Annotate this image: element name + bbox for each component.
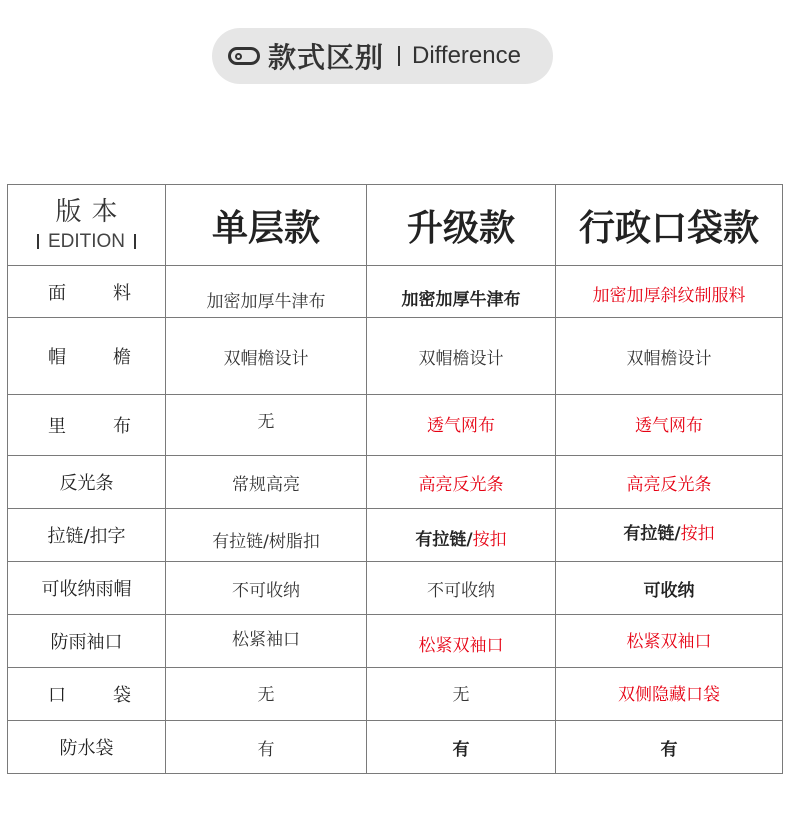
table-cell bbox=[367, 456, 556, 509]
table-row bbox=[8, 721, 783, 774]
table-cell bbox=[556, 456, 783, 509]
cell-value: 透气网布 bbox=[427, 415, 495, 436]
table-row bbox=[8, 266, 783, 318]
table-header-row bbox=[8, 185, 783, 266]
edition-header-cell bbox=[8, 185, 166, 266]
table-cell bbox=[556, 318, 783, 395]
table-cell bbox=[166, 615, 367, 668]
row-label: 拉链/扣字 bbox=[47, 526, 126, 547]
row-label-char: 料 bbox=[113, 282, 131, 304]
banner-title-en: Difference bbox=[412, 42, 521, 69]
table-cell bbox=[367, 668, 556, 721]
cell-value: 有拉链/ bbox=[415, 529, 473, 550]
row-label: 可收纳雨帽 bbox=[41, 579, 132, 600]
row-label-cell bbox=[8, 615, 166, 668]
cell-value: 有拉链/ bbox=[623, 523, 681, 544]
cell-value: 松紧袖口 bbox=[232, 629, 300, 650]
row-label-char: 帽 bbox=[48, 347, 66, 368]
cell-value: 加密加厚牛津布 bbox=[206, 292, 326, 312]
cell-value: 双侧隐藏口袋 bbox=[618, 684, 720, 705]
cell-value: 常规高亮 bbox=[232, 474, 300, 495]
banner-divider bbox=[398, 46, 400, 66]
cell-value: 松紧双袖口 bbox=[626, 631, 712, 652]
row-label: 防水袋 bbox=[59, 738, 114, 759]
row-label-cell bbox=[8, 318, 166, 395]
table-row bbox=[8, 562, 783, 615]
table-cell bbox=[166, 395, 367, 456]
table-row bbox=[8, 668, 783, 721]
row-label bbox=[8, 412, 165, 438]
table-cell bbox=[367, 509, 556, 562]
edition-label-cn: 版本 bbox=[55, 197, 128, 227]
table-cell bbox=[166, 456, 367, 509]
table-cell bbox=[556, 266, 783, 318]
table-cell bbox=[166, 562, 367, 615]
table-cell bbox=[166, 509, 367, 562]
table-row bbox=[8, 456, 783, 509]
edition-bar-right bbox=[134, 234, 136, 249]
banner-title-cn: 款式区别 bbox=[268, 41, 385, 74]
cell-value: 不可收纳 bbox=[232, 580, 300, 601]
comparison-table bbox=[7, 184, 783, 774]
table-row bbox=[8, 509, 783, 562]
cell-value: 加密加厚牛津布 bbox=[401, 290, 521, 310]
table-cell bbox=[166, 318, 367, 395]
cell-value: 高亮反光条 bbox=[418, 474, 504, 495]
row-label-cell bbox=[8, 509, 166, 562]
row-label-char: 口 bbox=[48, 685, 66, 706]
row-label bbox=[8, 681, 165, 707]
table-cell bbox=[367, 721, 556, 774]
cell-value: 松紧双袖口 bbox=[418, 635, 504, 656]
cell-value: 有拉链/树脂扣 bbox=[212, 531, 320, 552]
row-label: 防雨袖口 bbox=[50, 632, 123, 653]
table-row bbox=[8, 615, 783, 668]
cell-value: 有 bbox=[660, 739, 678, 760]
table-cell bbox=[367, 318, 556, 395]
cell-value: 双帽檐设计 bbox=[626, 348, 712, 369]
table-cell bbox=[367, 266, 556, 318]
cell-value: 双帽檐设计 bbox=[223, 348, 309, 369]
table-cell bbox=[166, 266, 367, 318]
table-cell bbox=[556, 509, 783, 562]
row-label-char: 面 bbox=[48, 282, 66, 304]
cell-value: 无 bbox=[452, 684, 470, 705]
table-cell bbox=[556, 721, 783, 774]
row-label-char: 檐 bbox=[113, 347, 131, 368]
row-label bbox=[8, 279, 165, 305]
cell-value-highlight: 按扣 bbox=[680, 523, 715, 544]
table-cell bbox=[556, 562, 783, 615]
row-label bbox=[8, 343, 165, 369]
row-label-cell bbox=[8, 456, 166, 509]
column-header-single: 单层款 bbox=[166, 185, 367, 266]
row-label-cell bbox=[8, 266, 166, 318]
cell-value: 不可收纳 bbox=[427, 580, 495, 601]
row-label: 反光条 bbox=[59, 473, 114, 494]
cell-value: 双帽檐设计 bbox=[418, 348, 504, 369]
row-label-cell bbox=[8, 668, 166, 721]
row-label-cell bbox=[8, 721, 166, 774]
table-cell bbox=[556, 615, 783, 668]
table-cell bbox=[166, 668, 367, 721]
table-cell bbox=[166, 721, 367, 774]
table-cell bbox=[556, 668, 783, 721]
cell-value: 高亮反光条 bbox=[626, 474, 712, 495]
cell-value: 有 bbox=[257, 739, 275, 760]
row-label-cell bbox=[8, 395, 166, 456]
table-row bbox=[8, 318, 783, 395]
edition-bar-left bbox=[37, 234, 39, 249]
section-title-banner bbox=[212, 28, 553, 84]
row-label-char: 布 bbox=[113, 416, 131, 437]
cell-value: 无 bbox=[257, 684, 275, 705]
column-header-upgrade: 升级款 bbox=[367, 185, 556, 266]
row-label-char: 袋 bbox=[113, 685, 131, 706]
edition-label-en: EDITION bbox=[8, 230, 165, 254]
cell-value: 透气网布 bbox=[635, 415, 703, 436]
cell-value: 加密加厚斜纹制服料 bbox=[592, 286, 746, 306]
column-header-executive: 行政口袋款 bbox=[556, 185, 783, 266]
cell-value: 可收纳 bbox=[643, 580, 695, 601]
toggle-capsule-icon bbox=[228, 47, 260, 65]
table-cell bbox=[367, 615, 556, 668]
row-label-char: 里 bbox=[48, 416, 66, 437]
row-label-cell bbox=[8, 562, 166, 615]
table-row bbox=[8, 395, 783, 456]
cell-value-highlight: 按扣 bbox=[472, 529, 507, 550]
cell-value: 有 bbox=[452, 739, 470, 760]
table-cell bbox=[367, 562, 556, 615]
table-cell bbox=[556, 395, 783, 456]
cell-value: 无 bbox=[257, 411, 275, 432]
table-cell bbox=[367, 395, 556, 456]
